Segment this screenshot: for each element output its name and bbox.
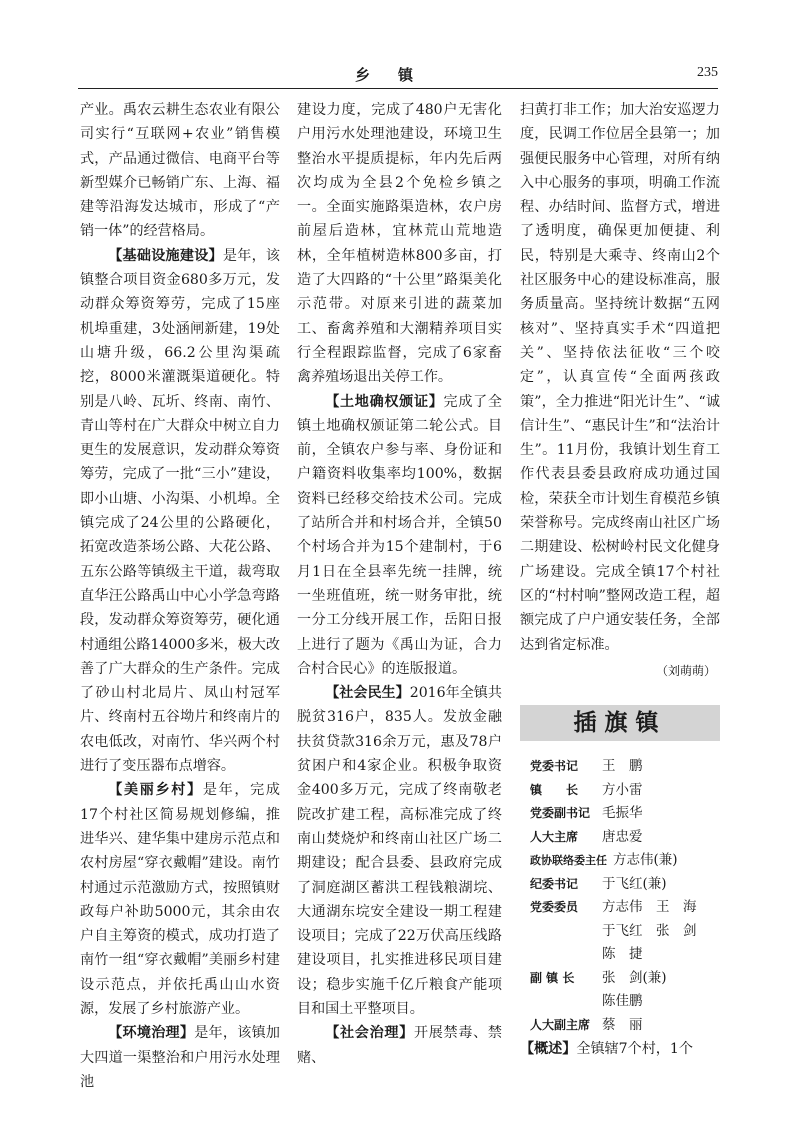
roster-row [520, 849, 720, 873]
roster-role: 党委委员 [530, 900, 579, 915]
roster-row [520, 802, 720, 826]
section-tag: 【环境治理】 [108, 1025, 195, 1042]
roster-role: 副 镇 长 [530, 970, 575, 985]
section-tag: 【概述】 [520, 1041, 577, 1058]
roster-names: 王 鹏 [602, 758, 643, 775]
paragraph-infrastructure [80, 244, 280, 779]
column-2 [297, 98, 502, 1070]
header-rule [78, 88, 718, 89]
paragraph-overview [520, 1037, 720, 1061]
roster-row [520, 896, 720, 920]
section-title: 乡镇 [354, 66, 441, 84]
section-tag: 【基础设施建设】 [108, 247, 223, 264]
roster-role: 党委副书记 [530, 806, 591, 821]
author-credit: （刘萌萌） [655, 663, 716, 678]
roster-names: 唐忠爱 [602, 828, 643, 845]
paragraph-continued: 扫黄打非工作；加大治安巡逻力度，民调工作位居全县第一；加强便民服务中心管理，对所有纳入中心服务的事项，明确工作流程、办结时间、监督方式，增进了透明度，确保更加便捷、利民，特别是大乘寺、终南山2个社区服务中心的建设标准高，服务质量高。坚持统计数据“五网核对”、坚持真实手术“四道把关”、坚持依法征收“三个咬定”，认真宣传“全面两孩政策”，全力推进“阳光计生”、“诚信计生”、“惠民计生”和“法治计生”。11月份，我镇计划生育工作代表县委县政府成功通过国检，荣获全市计划生育模范乡镇荣誉称号。完成终南山社区广场二期建设、松树岭村民文化健身广场建设。完成全镇17个村社区的“村村响”整网改造工程，超额完成了户户通安装任务，全部达到省定标准。 [520, 102, 720, 653]
roster-row [520, 779, 720, 803]
roster-role: 政协联络委主任 [530, 854, 607, 868]
section-tag: 【社会治理】 [325, 1025, 414, 1042]
roster-names: 方志伟 王 海 [602, 899, 697, 916]
roster-row [520, 943, 720, 967]
paragraph-text: 是年，完成17个村社区简易规划修编，推进华兴、建华集中建房示范点和农村房屋“穿衣戴帽”建设。南竹村通过示范激励方式，按照镇财政每户补助5000元，其余由农户自主筹资的模式，成功打造了南竹一组“穿衣戴帽”美丽乡村建设示范点，并依托禹山山水资源，发展了乡村旅游产业。 [80, 782, 281, 1017]
paragraph-text: 2016年全镇共脱贫316户，835人。发放金融扶贫贷款316余万元，惠及78户贫困户和4家企业。积极争取资金400多万元，完成了终南敬老院改扩建工程，高标准完成了终南山焚烧炉和终南山社区广场二期建设；配合县委、县政府完成了洞庭湖区蓄洪工程钱粮湖垸、大通湖东垸安全建设一期工程建设项目；完成了22万伏高压线路建设项目，扎实推进移民项目建设；稳步实施千亿斤粮食产能项目和国土平整项目。 [297, 685, 502, 1017]
paragraph-text: 完成了全镇土地确权颁证第二轮公式。目前，全镇农户参与率、身份证和户籍资料收集率均100%，数据资料已经移交给技术公司。完成了站所合并和村场合并，全镇50个村场合并为15个建制村，于6月1日在全县率先统一挂牌，统一坐班值班，统一财务审批，统一分工分线开展工作，岳阳日报上进行了题为《禹山为证，合力合村合民心》的连版报道。 [297, 393, 503, 677]
paragraph-text: 开展禁毒、禁赌、 [297, 1025, 503, 1066]
roster-names: 于飞红(兼) [602, 875, 667, 892]
paragraph-governance [297, 1021, 502, 1070]
column-1 [80, 98, 280, 1094]
paragraph-livelihood [297, 681, 502, 1021]
paragraph-environment [80, 1021, 280, 1094]
roster-role [520, 920, 602, 944]
paragraph-text: 是年，该镇加大四道一渠整治和户用污水处理池 [80, 1025, 281, 1090]
town-heading: 插旗镇 [520, 705, 720, 741]
paragraph-text: 是年，该镇整合项目资金680多万元，发动群众筹资筹劳，完成了15座机埠重建，3处涵闸新建，19处山塘升级，66.2公里沟渠疏挖，8000米灌溉渠道硬化。特别是八岭、瓦圻、终南、南竹、青山等村在广大群众中树立自力更生的发展意识，发动群众筹资筹劳，完成了一批“三小”建设，即小山塘、小沟渠、小机埠。全镇完成了24公里的公路硬化，拓宽改造茶场公路、大花公路、五东公路等镇级主干道，裁弯取直华汪公路禹山中心小学急弯路段，发动群众筹资筹劳，硬化通村通组公路14000多米，极大改善了广大群众的生产条件。完成了砂山村北局片、凤山村冠军片、终南村五谷坳片和终南片的农电低改，对南竹、华兴两个村进行了变压器布点增容。 [80, 247, 281, 775]
roster-names: 方小雷 [602, 781, 643, 798]
roster-row [520, 755, 720, 779]
roster-role: 党委书记 [530, 759, 579, 774]
roster-names: 方志伟(兼) [613, 852, 678, 869]
paragraph-continued: 建设力度，完成了480户无害化户用污水处理池建设，环境卫生整治水平提质提标，年内先后两次均成为全县2个免检乡镇之一。全面实施路渠造林，农户房前屋后造林，宜林荒山荒地造林，全年植树造林800多亩，打造了大四路的“十公里”路渠美化示范带。对原来引进的蔬菜加工、畜禽养殖和大潮精养项目实行全程跟踪监督，完成了6家畜禽养殖场退出关停工作。 [297, 102, 502, 386]
roster-role [520, 943, 602, 967]
paragraph-continued: 产业。禹农云耕生态农业有限公司实行“互联网+农业”销售模式，产品通过微信、电商平台等新型媒介已畅销广东、上海、福建等沿海发达城市，形成了“产销一体”的经营格局。 [80, 102, 280, 240]
leadership-roster [520, 755, 720, 1037]
page-header [78, 62, 718, 88]
roster-row [520, 826, 720, 850]
paragraph-land-rights [297, 390, 502, 682]
section-tag: 【美丽乡村】 [108, 782, 203, 799]
roster-row [520, 873, 720, 897]
roster-role [520, 990, 602, 1014]
roster-row [520, 990, 720, 1014]
roster-names: 陈佳鹏 [602, 993, 643, 1010]
roster-role: 纪委书记 [530, 876, 579, 891]
roster-names: 陈 捷 [602, 946, 643, 963]
section-tag: 【土地确权颁证】 [325, 393, 444, 410]
page-number: 235 [697, 65, 718, 80]
roster-row [520, 967, 720, 991]
roster-names: 于飞红 张 剑 [602, 922, 697, 939]
roster-row [520, 920, 720, 944]
roster-names: 蔡 丽 [602, 1016, 643, 1033]
roster-role: 镇 长 [530, 782, 579, 797]
paragraph-beautiful-village [80, 778, 280, 1021]
roster-row [520, 1014, 720, 1038]
section-tag: 【社会民生】 [325, 685, 410, 702]
paragraph-text: 全镇辖7个村，1个 [576, 1041, 693, 1058]
roster-names: 毛振华 [602, 805, 643, 822]
roster-role: 人大副主席 [530, 1017, 591, 1032]
roster-role: 人大主席 [530, 829, 579, 844]
column-3 [520, 98, 720, 1061]
roster-names: 张 剑(兼) [602, 969, 667, 986]
